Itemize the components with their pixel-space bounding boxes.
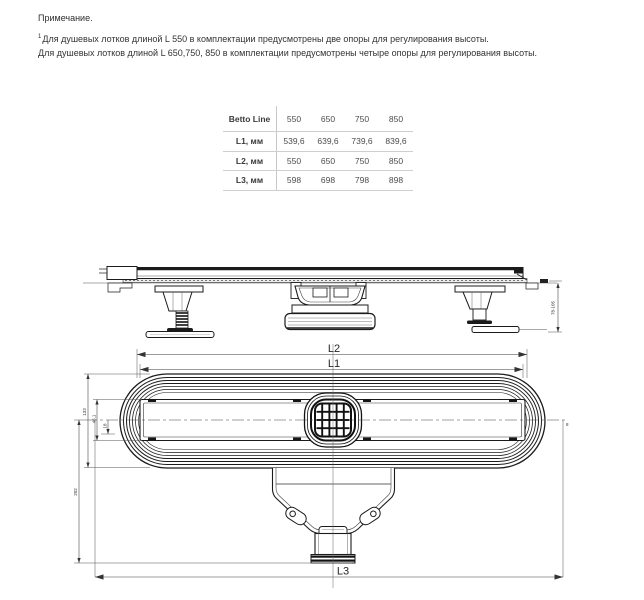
- table-row: [223, 132, 413, 152]
- base-plate: [472, 327, 519, 333]
- channel-end-right: [514, 268, 523, 274]
- table-cell: 539,6: [283, 136, 305, 147]
- note-line-1: $^1$Для душевых лотков длиной L 550 в комплектации предусмотрены две опоры для регулирования высоты.: [38, 34, 489, 44]
- footnote-marker: 1: [38, 34, 42, 40]
- table-cell: 650: [320, 113, 336, 124]
- note-line-2: Для душевых лотков длиной L 650,750, 850 в комплектации предусмотрены четыре опоры для регулирования высоты.: [38, 47, 538, 58]
- table-cell: 850: [388, 155, 404, 166]
- table-cell: 750: [354, 113, 370, 124]
- table-cell: 639,6: [317, 136, 339, 147]
- dim-label-outer-width: 133: [82, 408, 87, 416]
- siphon-trap: [273, 468, 395, 563]
- table-cell: 550: [286, 155, 302, 166]
- technical-drawing: [0, 240, 644, 600]
- table-cell: 739,6: [351, 136, 373, 147]
- table-row: [223, 152, 413, 172]
- dim-label-outlet-offset: 202: [73, 488, 78, 496]
- siphon-side: [285, 283, 375, 330]
- table-header-label: Betto Line: [223, 106, 277, 131]
- dim-label-height: 78-105: [550, 300, 556, 316]
- table-cell: 798: [354, 175, 370, 186]
- note-title: Примечание.: [38, 13, 93, 23]
- dim-label-right-mark: 8: [566, 422, 569, 427]
- dim-label-half-width: 18: [102, 423, 108, 429]
- table-cell: 898: [388, 175, 404, 186]
- adjustable-foot-left: [146, 286, 214, 338]
- trap-body: [273, 468, 395, 534]
- top-view: [73, 343, 569, 588]
- dim-label-l3: L3: [336, 565, 350, 578]
- wall-clip-right: [526, 283, 538, 289]
- table-cell: 598: [286, 175, 302, 186]
- channel-end-cap: [107, 267, 137, 280]
- foot-disc: [467, 321, 492, 325]
- adjustable-foot-right: [455, 286, 547, 333]
- dim-l1: [140, 358, 523, 378]
- table-row: [223, 171, 413, 191]
- table-cell: 650: [320, 155, 336, 166]
- note-block: [38, 13, 598, 60]
- table-cell: 550: [286, 113, 302, 124]
- table-cell: 839,6: [385, 136, 407, 147]
- dim-label-inner-width: 46,1: [91, 414, 97, 424]
- table-row-label: L2, мм: [223, 152, 277, 171]
- table-cell: 698: [320, 175, 336, 186]
- table-cell: 750: [354, 155, 370, 166]
- table-header-row: [223, 106, 413, 132]
- dim-label-l1: L1: [327, 358, 341, 370]
- table-row-label: L3, мм: [223, 171, 277, 190]
- table-cell: 850: [388, 113, 404, 124]
- dim-label-l2: L2: [327, 343, 341, 355]
- dim-height-range: [540, 279, 562, 332]
- side-view: [83, 267, 562, 338]
- dim-half-width: [101, 420, 115, 434]
- spec-table: [223, 106, 413, 191]
- table-row-label: L1, мм: [223, 132, 277, 151]
- wall-clip-left: [108, 283, 132, 292]
